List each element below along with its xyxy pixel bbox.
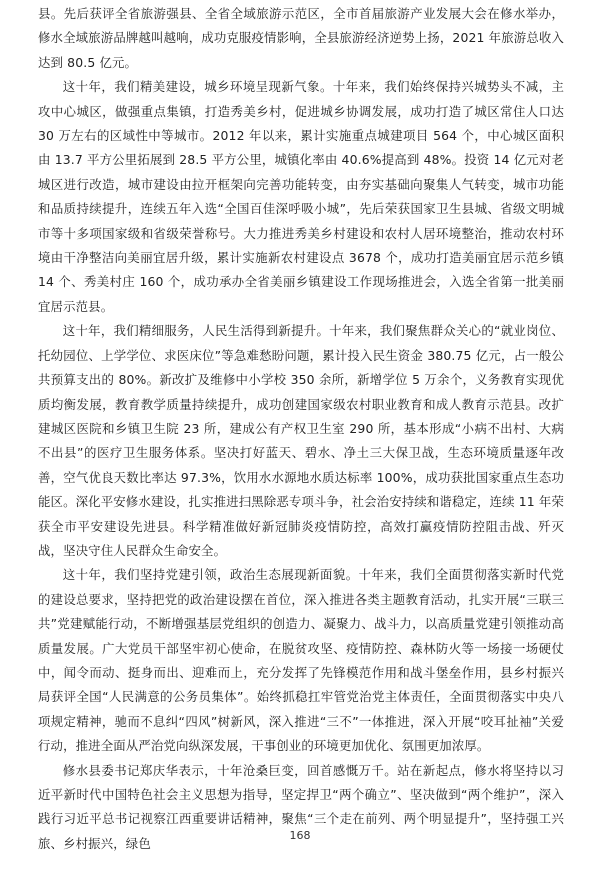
paragraph-party-building: 这十年，我们坚持党建引领，政治生态展现新面貌。十年来，我们全面贯彻落实新时代党的建设总要求，坚持把党的政治建设摆在首位，深入推进各类主题教育活动，扎实开展“三联三共”党建赋能行动，不断增强基层党组织的创造力、凝聚力、战斗力，以高质量党建引领推动高质量发展。广大党员干部坚牢初心使命，在脱贫攻坚、疫情防控、森林防火等一场接一场硬仗中，闻令而动、挺身而出、迎难而上，充分发挥了先锋模范作用和战斗堡垒作用，县乡村振兴局获评全国“人民满意的公务员集体”。始终抓稳扛牢管党治党主体责任，全面贯彻落实中央八项规定精神，驰而不息纠“四风”树新风，深入推进“三不”一体推进，深入开展“咬耳扯袖”关爱行动，推进全面从严治党向纵深发展，干事创业的环境更加优化、氛围更加浓厚。 (38, 567, 564, 754)
paragraph-tourism-ending: 县。先后获评全省旅游强县、全省全域旅游示范区，全市首届旅游产业发展大会在修水举办，修水全域旅游品牌越叫越响，成功克服疫情影响，全县旅游经济逆势上扬，2021 年旅游总收入达到 80.5 亿元。 (38, 6, 564, 70)
page-number: 168 (289, 829, 311, 842)
paragraph-secretary-statement: 修水县委书记郑庆华表示，十年沧桑巨变，回首感慨万千。站在新起点，修水将坚持以习近平新时代中国特色社会主义思想为指导，坚定捍卫“两个确立”、坚决做到“两个维护”，深入践行习近平总书记视察江西重要讲话精神，聚焦“三个走在前列、两个明显提升”，坚持强工兴旅、乡村振兴，绿色 (38, 762, 564, 851)
paragraph-public-services: 这十年，我们精细服务，人民生活得到新提升。十年来，我们聚焦群众关心的“就业岗位、托幼园位、上学学位、求医床位”等急难愁盼问题，累计投入民生资金 380.75 亿元，占一般公共预算支出的 80%。新改扩及维修中小学校 350 余所，新增学位 5 万余个，义务教育实现优质均衡发展，教育教学质量持续提升，成功创建国家级农村职业教育和成人教育示范县。改扩建城区医院和乡镇卫生院 23 所，建成公有产权卫生室 290 所，基本形成“小病不出村、大病不出县”的医疗卫生服务体系。坚决打好蓝天、碧水、净土三大保卫战，生态环境质量逐年改善，空气优良天数比率达 97.3%，饮用水水源地水质达标率 100%，成功获批国家重点生态功能区。深化平安修水建设，扎实推进扫黑除恶专项斗争，社会治安持续和谐稳定，连续 11 年荣获全市平安建设先进县。科学精准做好新冠肺炎疫情防控，高效打赢疫情防控阻击战、歼灭战，坚决守住人民群众生命安全。 (38, 323, 564, 558)
paragraph-urban-rural-construction: 这十年，我们精美建设，城乡环境呈现新气象。十年来，我们始终保持兴城势头不减，主攻中心城区，做强重点集镇，打造秀美乡村，促进城乡协调发展，成功打造了城区常住人口达 30 万左右的区域性中等城市。2012 年以来，累计实施重点城建项目 564 个，中心城区面积由 13.7 平方公里拓展到 28.5 平方公里，城镇化率由 40.6%提高到 48%。投资 14 亿元对老城区进行改造，城市建设由拉开框架向完善功能转变，由夯实基础向聚集人气转变，城市功能和品质持续提升，连续五年入选“全国百佳深呼吸小城”，先后荣获国家卫生县城、省级文明城市等十多项国家级和省级荣誉称号。大力推进秀美乡村建设和农村人居环境整治，推动农村环境由干净整洁向美丽宜居升级，累计实施新农村建设点 3678 个，成功打造美丽宜居示范乡镇 14 个、秀美村庄 160 个，成功承办全省美丽乡镇建设工作现场推进会，入选全省第一批美丽宜居示范县。 (38, 79, 564, 314)
